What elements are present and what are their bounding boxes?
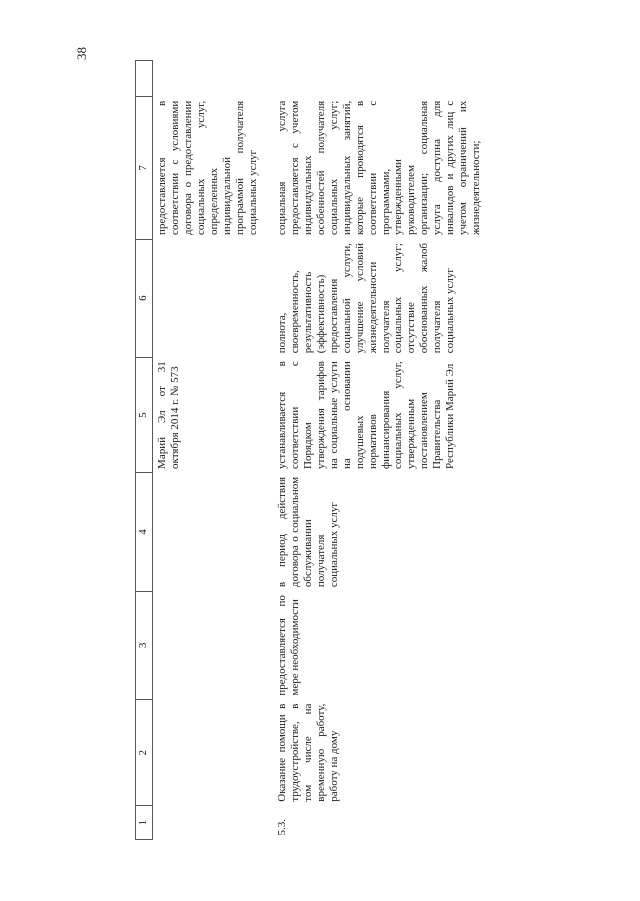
empty-cell bbox=[153, 61, 262, 97]
service-frequency: предоставляется по мере необходимости bbox=[275, 595, 301, 696]
page-number: 38 bbox=[74, 47, 89, 60]
column-number: 5 bbox=[136, 357, 153, 473]
column-number: 4 bbox=[136, 473, 153, 591]
service-conditions: предоставляется в соответствии с условиями договора о предоставлении социальных услуг, определенных индивидуальной программой получателя социальных услуг bbox=[156, 100, 259, 236]
rotated-table-container bbox=[135, 60, 635, 840]
column-number: 3 bbox=[136, 591, 153, 700]
row-number: 5.3. bbox=[275, 819, 288, 836]
service-period: в период действия договора о социальном обслуживании получателя социальных услуг bbox=[275, 476, 340, 588]
column-number: 6 bbox=[136, 239, 153, 357]
service-name: Оказание помощи в трудоустройстве, в том числе на временную работу, работу на дому bbox=[275, 703, 340, 802]
column-number: 7 bbox=[136, 97, 153, 239]
service-tariff: Марий Эл от 31 октября 2014 г. № 573 bbox=[156, 361, 181, 469]
column-number-empty bbox=[136, 61, 153, 97]
column-number: 1 bbox=[136, 806, 153, 840]
table-row bbox=[262, 61, 486, 840]
service-conditions: социальная услуга предоставляется с учетом индивидуальных особенностей получателя социальных услуг; индивидуальных занятий, которые проводятся в соответствии с программами, утвержденными руководителем организации; социальная услуга доступна для инвалидов и других лиц с учетом ограничений их жизнедеятельности; bbox=[275, 100, 483, 236]
service-indicators bbox=[153, 239, 262, 357]
service-tariff: устанавливается в соответствии с Порядком утверждения тарифов на социальные услуги на основании подушевых нормативов финансирования социальных услуг, утвержденным постановлением Правительства Республики Марий Эл bbox=[275, 361, 457, 469]
table-row bbox=[153, 61, 262, 840]
service-indicators: полнота, своевременность, результативность (эффективность) предоставления социальной услуги, улучшение условий жизнедеятельности получателя социальных услуг; отсутствие обоснованных жалоб получателя социальных услуг bbox=[275, 243, 457, 354]
service-name bbox=[153, 700, 262, 806]
empty-cell bbox=[262, 61, 486, 97]
service-period bbox=[153, 473, 262, 591]
column-number: 2 bbox=[136, 700, 153, 806]
services-table bbox=[135, 60, 485, 840]
column-number-row bbox=[136, 61, 153, 840]
row-number bbox=[153, 806, 262, 840]
service-frequency bbox=[153, 591, 262, 700]
